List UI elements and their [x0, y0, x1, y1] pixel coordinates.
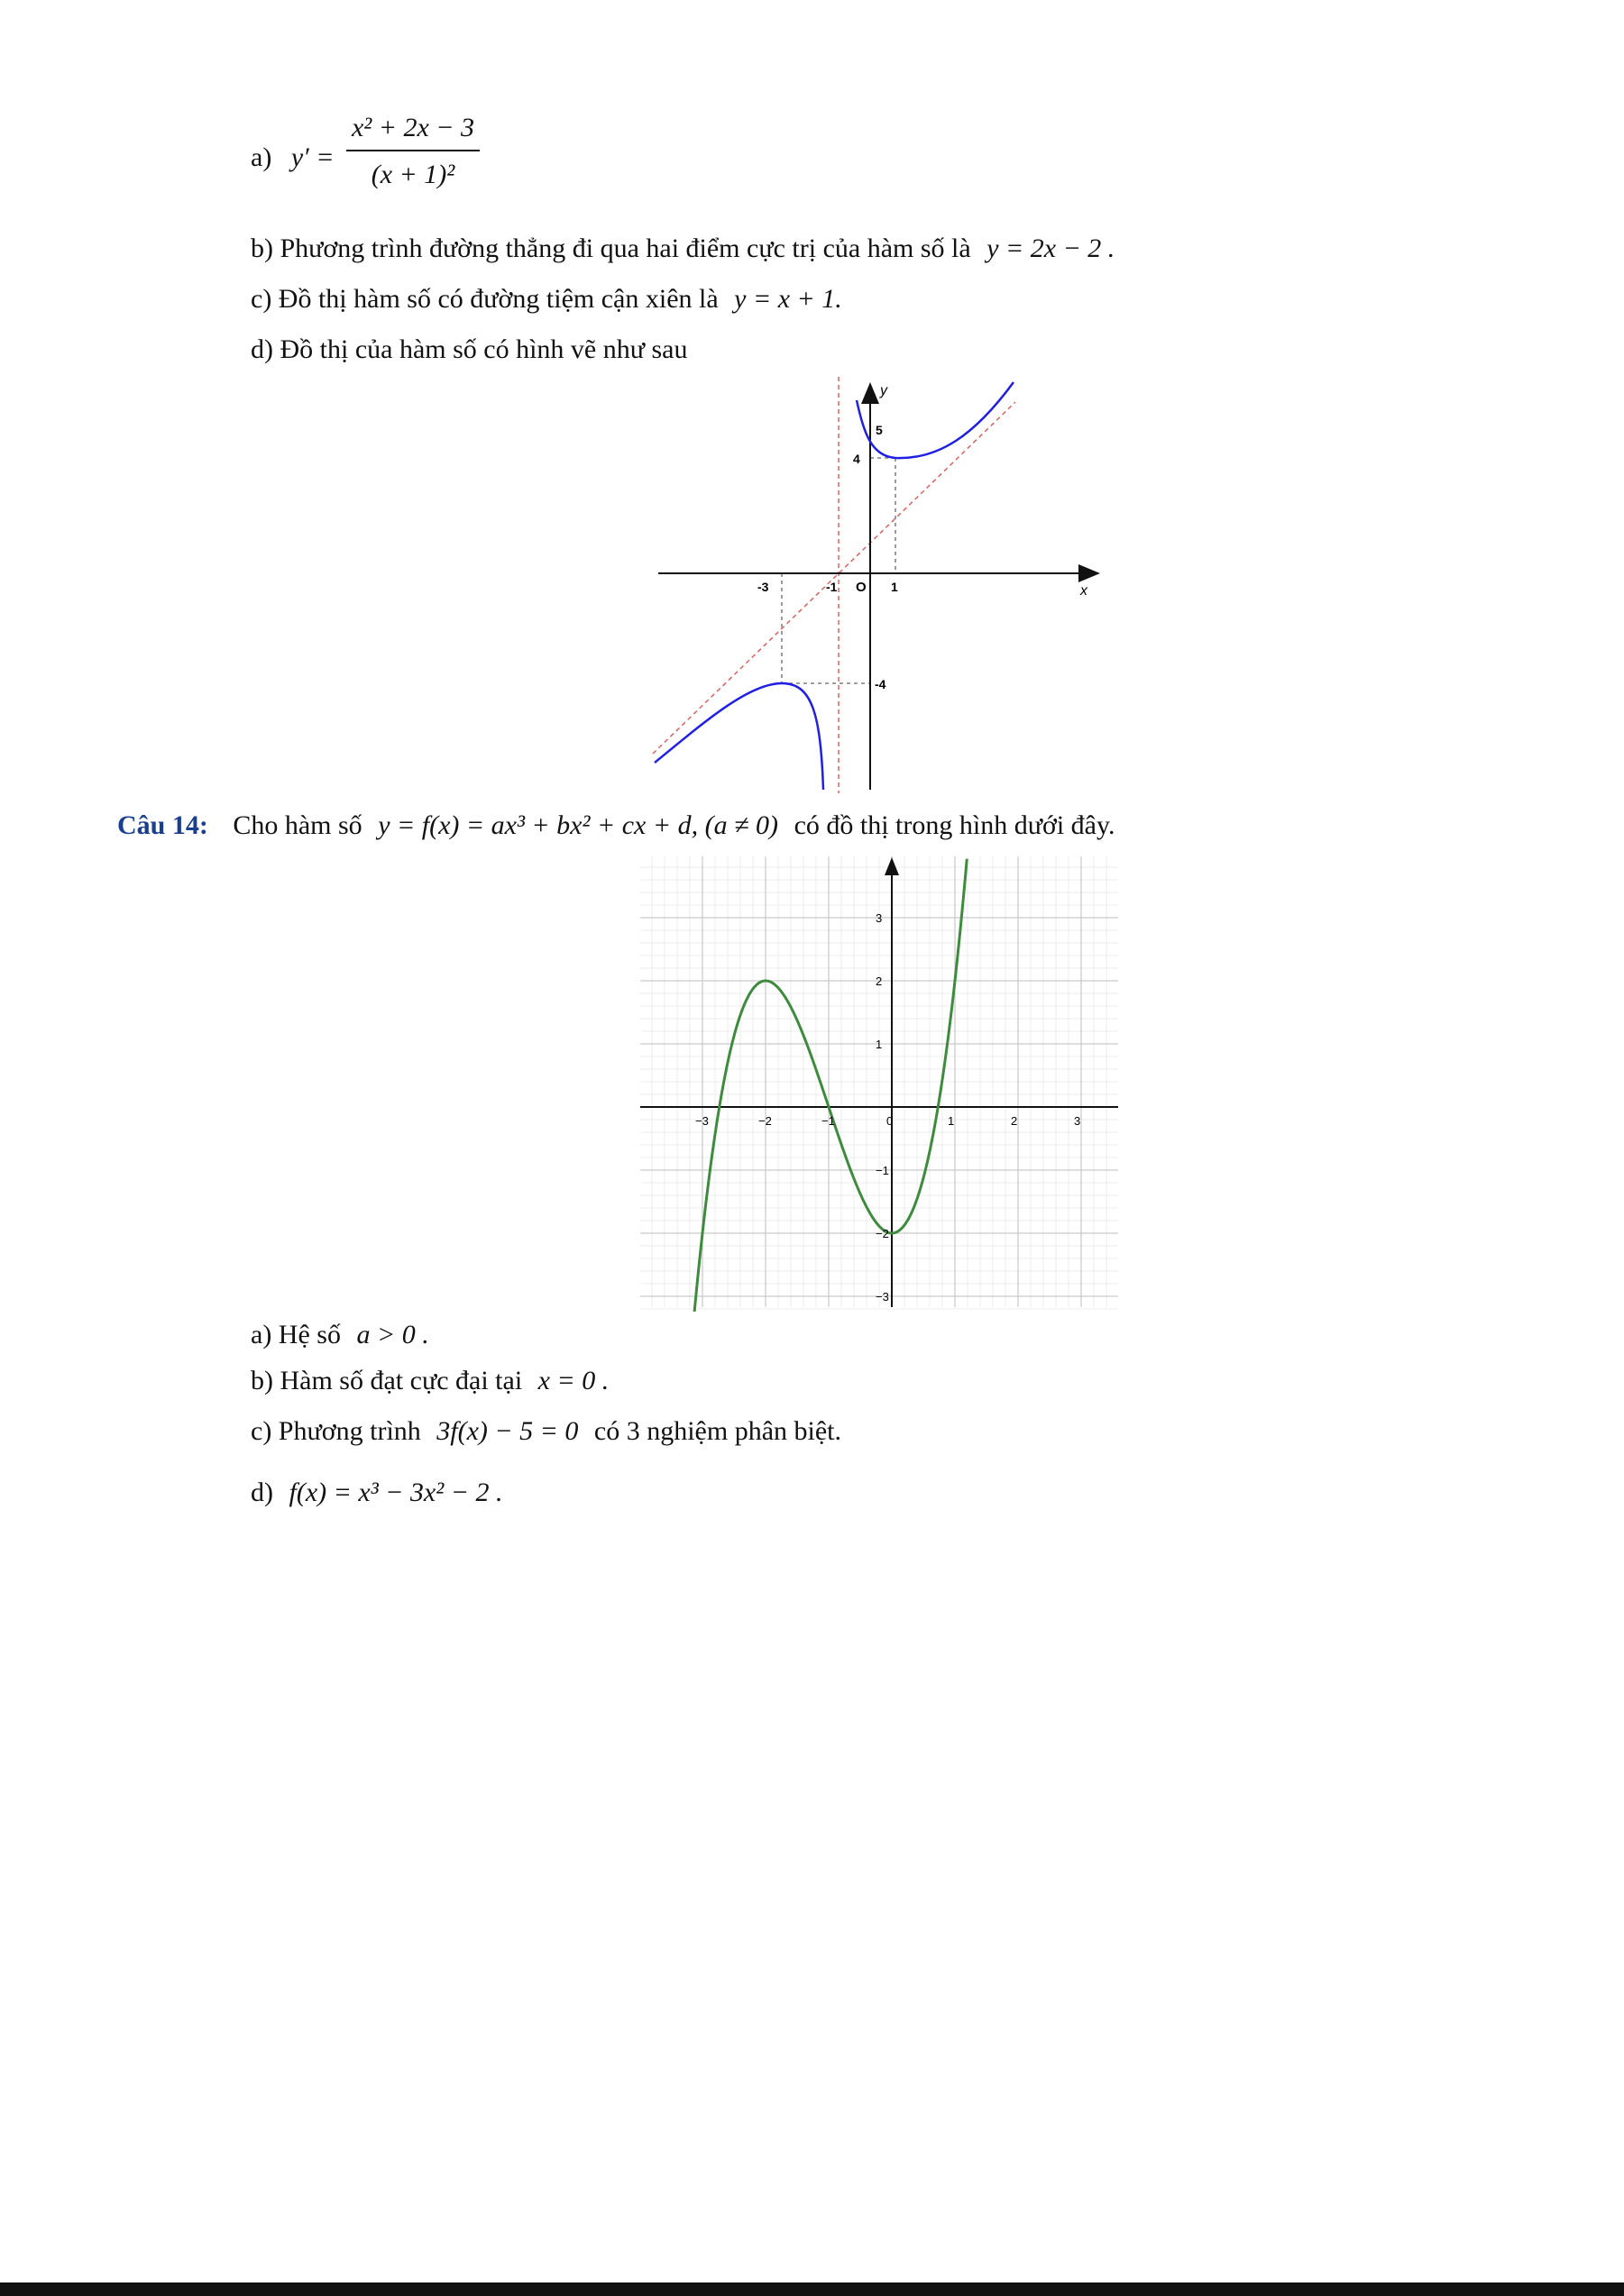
q14-x-tick-label: 3	[1074, 1114, 1081, 1128]
q14-y-tick-label: 3	[876, 911, 883, 925]
q14-d-label: d)	[251, 1477, 273, 1507]
q13-statement-b	[251, 231, 1115, 267]
q14-c-tail: có 3 nghiệm phân biệt.	[593, 1416, 842, 1446]
q14-statement-b	[251, 1363, 609, 1399]
q13-a-numerator: x² + 2x − 3	[346, 110, 480, 151]
q14-y-tick-label: 1	[876, 1038, 883, 1051]
q14-b-math: x = 0 .	[537, 1366, 610, 1395]
q14-x-tick-label: −3	[695, 1114, 709, 1128]
q13-tick-1: 1	[891, 580, 898, 594]
q14-function: y = f(x) = ax³ + bx² + cx + d, (a ≠ 0)	[378, 810, 779, 840]
q13-oblique-asymptote	[653, 402, 1015, 754]
q13-d-text: d) Đồ thị của hàm số có hình vẽ như sau	[251, 334, 688, 364]
q13-b-math: y = 2x − 2 .	[986, 233, 1115, 263]
q14-y-tick-label: 2	[876, 974, 883, 988]
q14-label: Câu 14:	[117, 810, 208, 840]
q14-x-tick-label: 2	[1011, 1114, 1018, 1128]
q14-c-text: c) Phương trình	[251, 1416, 421, 1446]
q13-graph	[649, 370, 1118, 793]
q14-b-text: b) Hàm số đạt cực đại tại	[251, 1366, 523, 1395]
q13-x-label: x	[1080, 583, 1087, 599]
q14-y-tick-label: −3	[876, 1290, 889, 1304]
q13-a-fraction	[346, 110, 480, 193]
page-bottom-rule	[0, 2282, 1624, 2296]
q13-b-text: b) Phương trình đường thẳng đi qua hai điểm cực trị của hàm số là	[251, 233, 971, 263]
q13-a-denominator: (x + 1)²	[371, 160, 455, 189]
q13-tick-m4: -4	[875, 677, 886, 691]
q14-statement-d	[251, 1475, 502, 1511]
q14-a-math: a > 0 .	[356, 1320, 429, 1349]
q13-c-text: c) Đồ thị hàm số có đường tiệm cận xiên là	[251, 284, 719, 314]
q13-origin-label: O	[856, 580, 867, 595]
q14-heading	[117, 808, 1115, 844]
q13-tick-m1: -1	[826, 580, 838, 594]
q13-c-math: y = x + 1.	[734, 284, 842, 314]
q13-a-label: a)	[251, 142, 272, 172]
q14-c-math: 3f(x) − 5 = 0	[436, 1416, 579, 1446]
q14-y-tick-label: −2	[876, 1227, 889, 1240]
q14-statement-a	[251, 1317, 429, 1353]
q14-d-math: f(x) = x³ − 3x² − 2 .	[289, 1477, 503, 1507]
q13-curve-left-branch	[655, 683, 823, 790]
q14-x-tick-label: −1	[821, 1114, 835, 1128]
q14-x-tick-label: 1	[948, 1114, 955, 1128]
q13-y-label: y	[880, 383, 887, 398]
q14-y-tick-label: −1	[876, 1164, 889, 1177]
q14-cubic-curve	[693, 859, 967, 1312]
q13-tick-m3: -3	[757, 580, 769, 594]
q14-x-tick-label: −2	[758, 1114, 772, 1128]
q13-a-lhs: y′ =	[290, 142, 335, 172]
q13-statement-a	[251, 113, 485, 193]
q14-a-text: a) Hệ số	[251, 1320, 341, 1349]
q14-graph	[631, 852, 1123, 1312]
q14-intro: Cho hàm số	[233, 810, 362, 840]
q13-tick-4: 4	[853, 452, 860, 466]
q14-statement-c	[251, 1413, 841, 1450]
q14-tail: có đồ thị trong hình dưới đây.	[794, 810, 1115, 840]
q13-tick-5: 5	[876, 423, 883, 437]
q13-statement-d	[251, 332, 688, 368]
q13-statement-c	[251, 281, 842, 317]
q14-x-tick-label: 0	[886, 1114, 894, 1128]
